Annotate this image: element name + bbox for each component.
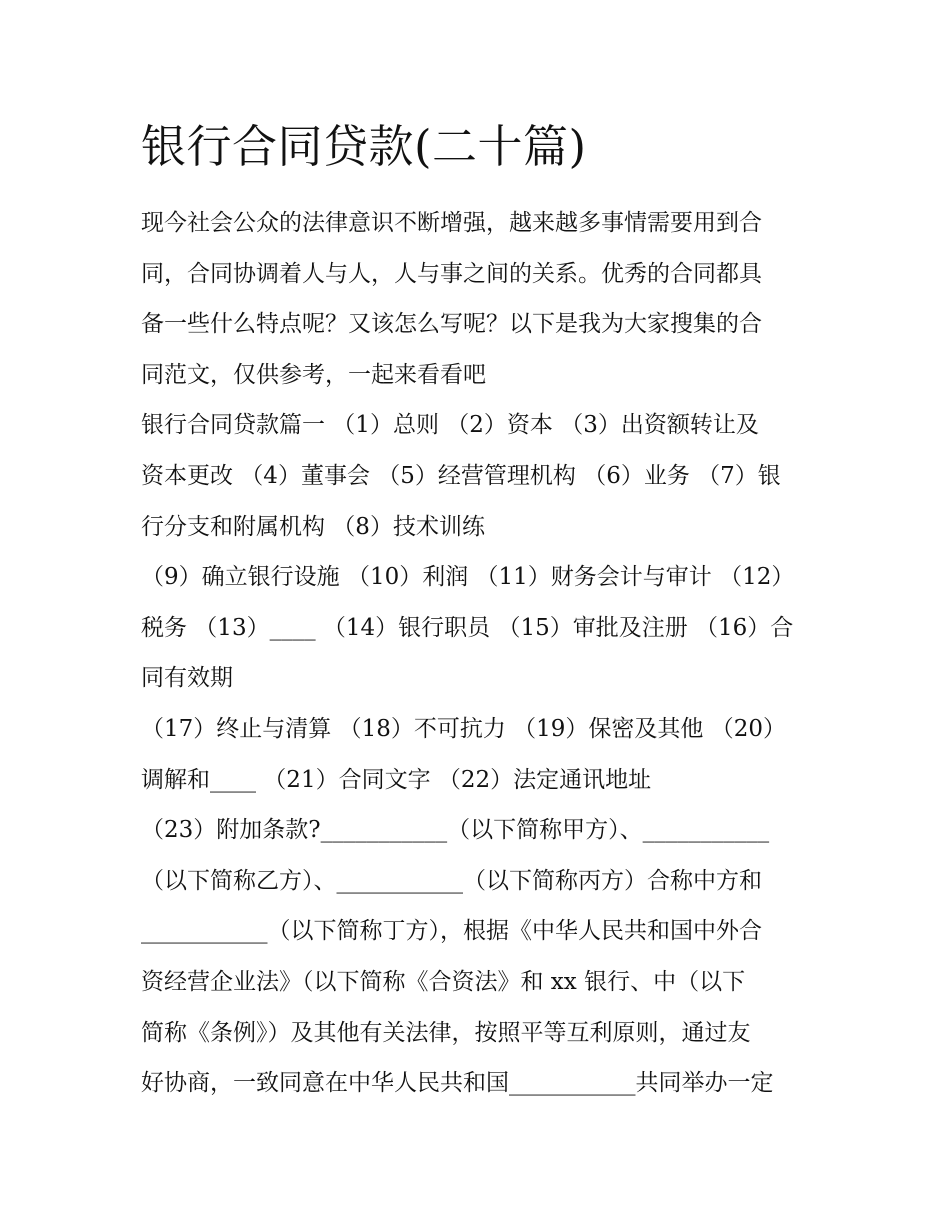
body-line: （9）确立银行设施 （10）利润 （11）财务会计与审计 （12）	[141, 564, 795, 591]
body-line: 税务 （13）____ （14）银行职员 （15）审批及注册 （16）合	[141, 614, 794, 641]
document-body	[141, 203, 841, 1114]
body-line: 资本更改 （4）董事会 （5）经营管理机构 （6）业务 （7）银	[141, 462, 781, 489]
body-line: 备一些什么特点呢？又该怎么写呢？以下是我为大家搜集的合	[141, 311, 762, 338]
body-line: 同有效期	[141, 665, 233, 692]
body-line: 同范文，仅供参考，一起来看看吧	[141, 361, 486, 388]
body-line: 简称《条例》）及其他有关法律，按照平等互利原则，通过友	[141, 1019, 751, 1046]
body-line: ___________（以下简称丁方），根据《中华人民共和国中外合	[141, 918, 762, 945]
body-line: 好协商，一致同意在中华人民共和国___________共同举办一定	[141, 1070, 774, 1097]
body-line: 银行合同贷款篇一 （1）总则 （2）资本 （3）出资额转让及	[141, 412, 759, 439]
body-line: 调解和____ （21）合同文字 （22）法定通讯地址	[141, 766, 652, 793]
body-line: 现今社会公众的法律意识不断增强，越来越多事情需要用到合	[141, 210, 762, 236]
body-line: （以下简称乙方）、___________（以下简称丙方）合称中方和	[141, 867, 762, 894]
body-line: （23）附加条款?___________（以下简称甲方）、___________	[141, 817, 770, 844]
document-title: 银行合同贷款(二十篇)	[141, 120, 587, 173]
body-line: 同，合同协调着人与人，人与事之间的关系。优秀的合同都具	[141, 260, 762, 287]
body-line: 行分支和附属机构 （8）技术训练	[141, 513, 485, 540]
body-line: （17）终止与清算 （18）不可抗力 （19）保密及其他 （20）	[141, 715, 786, 742]
body-line: 资经营企业法》（以下简称《合资法》和 xx 银行、中（以下	[141, 968, 746, 995]
